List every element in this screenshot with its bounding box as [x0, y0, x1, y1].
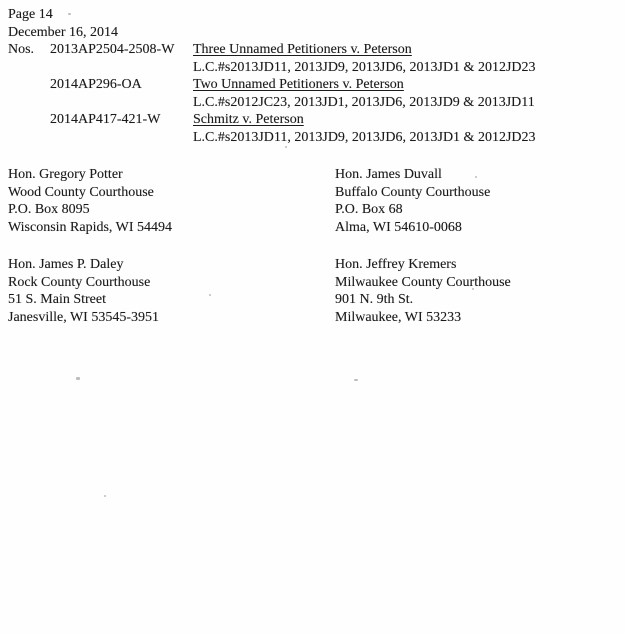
case-number: 2014AP296-OA [50, 77, 142, 92]
case-caption [193, 41, 536, 76]
recipient-city-state-zip: Janesville, WI 53545-3951 [8, 309, 159, 325]
scan-speck [475, 176, 477, 178]
scan-speck [354, 379, 358, 381]
cases-label-spacer [8, 76, 50, 111]
recipient-street: P.O. Box 8095 [8, 202, 90, 217]
scan-speck [76, 377, 80, 380]
recipient-name: Hon. James Duvall [335, 167, 442, 182]
recipient-street: P.O. Box 68 [335, 202, 403, 217]
case-title: Schmitz v. Peterson [193, 112, 304, 127]
recipient-building: Wood County Courthouse [8, 184, 154, 200]
document-date: December 16, 2014 [8, 24, 119, 40]
recipient-address [8, 166, 335, 236]
recipient-address [335, 256, 511, 326]
case-lc-numbers: L.C.#s2013JD11, 2013JD9, 2013JD6, 2013JD1 & 2012JD23 [193, 59, 536, 75]
scan-speck [104, 495, 106, 497]
recipient-name: Hon. Jeffrey Kremers [335, 257, 457, 272]
recipient-name: Hon. James P. Daley [8, 257, 124, 272]
recipient-address [8, 256, 335, 326]
recipient-city-state-zip: Milwaukee, WI 53233 [335, 309, 462, 325]
case-caption [193, 111, 536, 146]
recipient-addresses [8, 166, 511, 326]
case-number: 2013AP2504-2508-W [50, 42, 175, 57]
cases-label-spacer [8, 111, 50, 146]
scan-speck [68, 13, 71, 15]
case-title: Two Unnamed Petitioners v. Peterson [193, 77, 404, 92]
scan-speck [472, 288, 474, 290]
recipient-building: Milwaukee County Courthouse [335, 274, 511, 290]
scan-speck [209, 294, 211, 296]
case-lc-numbers: L.C.#s2013JD11, 2013JD9, 2013JD6, 2013JD1 & 2012JD23 [193, 129, 536, 145]
recipient-address [335, 166, 511, 236]
case-caption [193, 76, 536, 111]
cases-label: Nos. [8, 42, 35, 57]
recipient-city-state-zip: Wisconsin Rapids, WI 54494 [8, 219, 173, 235]
page-number: Page 14 [8, 7, 53, 22]
recipient-name: Hon. Gregory Potter [8, 167, 123, 182]
case-number: 2014AP417-421-W [50, 112, 161, 127]
recipient-city-state-zip: Alma, WI 54610-0068 [335, 219, 462, 235]
case-list [8, 41, 536, 146]
recipient-street: 51 S. Main Street [8, 292, 106, 307]
recipient-street: 901 N. 9th St. [335, 292, 414, 307]
case-lc-numbers: L.C.#s2012JC23, 2013JD1, 2013JD6, 2013JD9 & 2013JD11 [193, 94, 535, 110]
case-title: Three Unnamed Petitioners v. Peterson [193, 42, 412, 57]
page-header [8, 6, 118, 41]
scan-speck [285, 146, 287, 148]
recipient-building: Rock County Courthouse [8, 274, 151, 290]
recipient-building: Buffalo County Courthouse [335, 184, 491, 200]
